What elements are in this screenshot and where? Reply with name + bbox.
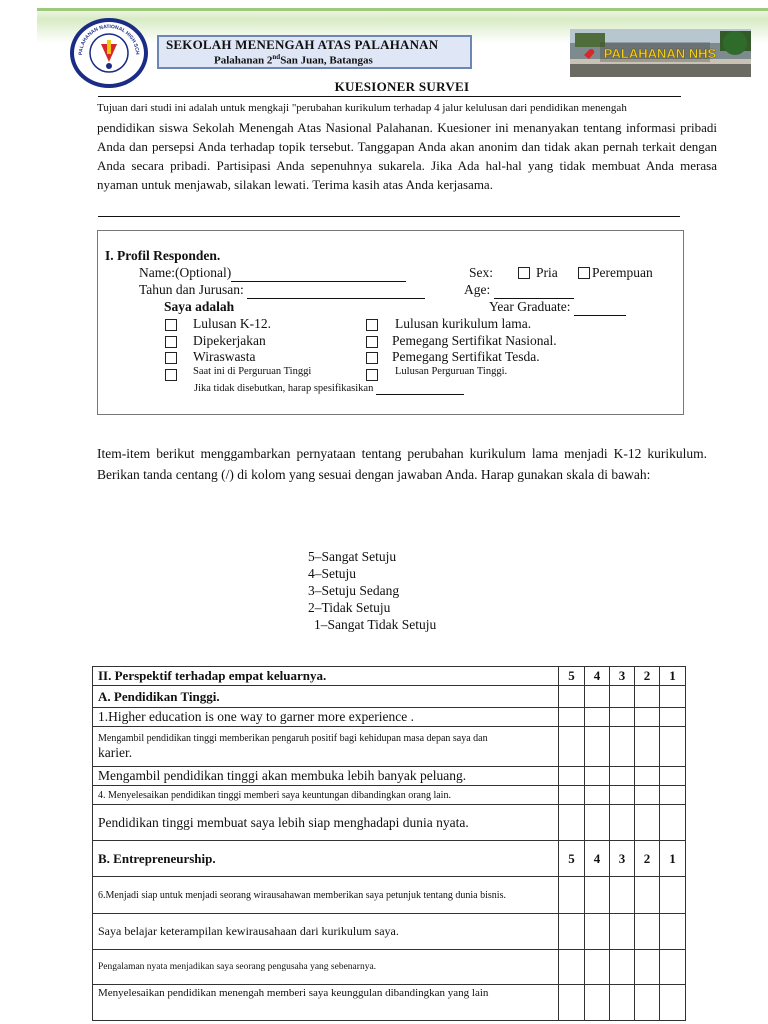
- option-k12-graduate-checkbox[interactable]: [165, 319, 177, 331]
- col-header-2: 2: [635, 667, 660, 686]
- rating-cell[interactable]: [635, 686, 660, 708]
- rating-cell[interactable]: [585, 786, 610, 805]
- rating-cell[interactable]: [585, 985, 610, 1021]
- i-am-label: Saya adalah: [164, 299, 235, 314]
- rating-cell[interactable]: [635, 985, 660, 1021]
- sex-female-label: Perempuan: [592, 265, 653, 280]
- item-text: Saya belajar keterampilan kewirausahaan dari kurikulum saya.: [93, 914, 559, 950]
- rating-cell[interactable]: [660, 914, 686, 950]
- rating-cell[interactable]: [610, 914, 635, 950]
- col-header-5: 5: [559, 667, 585, 686]
- table-row: [93, 727, 686, 767]
- rating-cell[interactable]: [660, 877, 686, 914]
- rating-cell[interactable]: [559, 786, 585, 805]
- year-course-field[interactable]: [247, 282, 425, 299]
- item-text: Mengambil pendidikan tinggi akan membuka lebih banyak peluang.: [93, 767, 559, 786]
- respondent-profile-box: [97, 230, 684, 415]
- option-self-employed-label: Wiraswasta: [193, 349, 256, 364]
- col-header-3: 3: [610, 841, 635, 877]
- sex-label: Sex:: [469, 265, 494, 280]
- option-tesda-cert-checkbox[interactable]: [366, 352, 378, 364]
- scale-item-2: 2–Tidak Setuju: [308, 600, 391, 615]
- item-text: Pendidikan tinggi membuat saya lebih siap menghadapi dunia nyata.: [93, 805, 559, 841]
- rating-cell[interactable]: [559, 805, 585, 841]
- rating-cell[interactable]: [559, 914, 585, 950]
- rating-cell[interactable]: [559, 985, 585, 1021]
- rating-cell[interactable]: [635, 877, 660, 914]
- rating-cell[interactable]: [610, 686, 635, 708]
- sex-female-checkbox[interactable]: [578, 267, 590, 279]
- category-a-label: A. Pendidikan Tinggi.: [93, 686, 559, 708]
- rating-cell[interactable]: [610, 950, 635, 985]
- rating-cell[interactable]: [610, 767, 635, 786]
- scale-item-1: 1–Sangat Tidak Setuju: [314, 617, 437, 632]
- table-row: [93, 708, 686, 727]
- intro-paragraph: [97, 97, 717, 194]
- intro-first-line: Tujuan dari studi ini adalah untuk mengkaji "perubahan kurikulum terhadap 4 jalur kelulusan dari pendidikan menengah: [97, 102, 627, 114]
- rating-cell[interactable]: [559, 686, 585, 708]
- name-label: Name:(Optional): [139, 265, 406, 282]
- rating-cell[interactable]: [635, 786, 660, 805]
- rating-cell[interactable]: [610, 708, 635, 727]
- school-name: SEKOLAH MENENGAH ATAS PALAHANAN: [166, 37, 439, 52]
- survey-title: KUESIONER SURVEI: [313, 77, 491, 97]
- rating-cell[interactable]: [610, 727, 635, 767]
- table-row: [93, 950, 686, 985]
- rating-cell[interactable]: [559, 877, 585, 914]
- school-photo: [570, 29, 751, 77]
- rating-cell[interactable]: [585, 877, 610, 914]
- scale-item-4: 4–Setuju: [308, 566, 357, 581]
- other-specify-label: Jika tidak disebutkan, harap spesifikasikan: [194, 383, 464, 395]
- rating-cell[interactable]: [610, 786, 635, 805]
- table-header-row: [93, 667, 686, 686]
- rating-cell[interactable]: [559, 950, 585, 985]
- table-row: [93, 786, 686, 805]
- intro-rule: [98, 216, 680, 217]
- rating-cell[interactable]: [660, 767, 686, 786]
- scale-item-5: 5–Sangat Setuju: [308, 549, 397, 564]
- table-row: [93, 985, 686, 1021]
- rating-cell[interactable]: [585, 914, 610, 950]
- name-field[interactable]: [231, 265, 406, 282]
- profile-heading: I. Profil Responden.: [105, 248, 221, 263]
- rating-cell[interactable]: [610, 985, 635, 1021]
- option-national-cert-checkbox[interactable]: [366, 336, 378, 348]
- rating-cell[interactable]: [635, 950, 660, 985]
- year-course-label: Tahun dan Jurusan:: [139, 282, 425, 299]
- table-row: [93, 914, 686, 950]
- rating-cell[interactable]: [585, 767, 610, 786]
- option-old-curriculum-label: Lulusan kurikulum lama.: [395, 316, 532, 331]
- option-college-graduate-label: Lulusan Perguruan Tinggi.: [395, 366, 508, 377]
- rating-cell[interactable]: [660, 708, 686, 727]
- rating-cell[interactable]: [559, 708, 585, 727]
- rating-cell[interactable]: [585, 727, 610, 767]
- item-text: 6.Menjadi siap untuk menjadi seorang wirausahawan memberikan saya petunjuk tentang dunia bisnis.: [93, 877, 559, 914]
- item-text: Mengambil pendidikan tinggi memberikan pengaruh positif bagi kehidupan masa depan saya dan karier.: [93, 727, 559, 767]
- table-row: [93, 877, 686, 914]
- category-b-row: [93, 841, 686, 877]
- option-self-employed-checkbox[interactable]: [165, 352, 177, 364]
- rating-cell[interactable]: [660, 950, 686, 985]
- rating-cell[interactable]: [660, 985, 686, 1021]
- school-address: Palahanan 2ndSan Juan, Batangas: [214, 53, 373, 67]
- rating-cell[interactable]: [635, 914, 660, 950]
- item-text: Pengalaman nyata menjadikan saya seorang pengusaha yang sebenarnya.: [93, 950, 559, 985]
- rating-cell[interactable]: [660, 786, 686, 805]
- item-text: 4. Menyelesaikan pendidikan tinggi memberi saya keuntungan dibandingkan orang lain.: [93, 786, 559, 805]
- option-in-college-label: Saat ini di Perguruan Tinggi: [193, 366, 312, 377]
- instructions-paragraph: Item-item berikut menggambarkan pernyataan tentang perubahan kurikulum lama menjadi K-12 kurikulum. Berikan tanda centang (/) di kolom yang sesuai dengan jawaban Anda. Harap gunakan skala di bawah:: [97, 446, 707, 482]
- col-header-4: 4: [585, 841, 610, 877]
- rating-cell[interactable]: [559, 727, 585, 767]
- col-header-3: 3: [610, 667, 635, 686]
- rating-cell[interactable]: [559, 767, 585, 786]
- section-heading: II. Perspektif terhadap empat keluarnya.: [93, 667, 559, 686]
- rating-cell[interactable]: [635, 805, 660, 841]
- rating-cell[interactable]: [585, 708, 610, 727]
- rating-cell[interactable]: [635, 708, 660, 727]
- scale-item-3: 3–Setuju Sedang: [308, 583, 400, 598]
- table-row: [93, 767, 686, 786]
- option-employed-label: Dipekerjakan: [193, 333, 266, 348]
- age-field[interactable]: [494, 282, 574, 299]
- school-logo: [70, 18, 148, 88]
- other-specify-field[interactable]: [376, 383, 464, 395]
- year-graduate-label: Year Graduate:: [489, 299, 626, 316]
- rating-cell[interactable]: [585, 950, 610, 985]
- rating-cell[interactable]: [660, 727, 686, 767]
- header-top-line: [37, 8, 768, 11]
- rating-scale: [308, 548, 436, 633]
- item-text: Menyelesaikan pendidikan menengah memberi saya keunggulan dibandingkan yang lain: [93, 985, 559, 1021]
- rating-cell[interactable]: [610, 877, 635, 914]
- col-header-1: 1: [660, 841, 686, 877]
- rating-cell[interactable]: [610, 805, 635, 841]
- age-label: Age:: [464, 282, 574, 299]
- rating-cell[interactable]: [660, 686, 686, 708]
- sex-male-label: Pria: [536, 265, 558, 280]
- rating-cell[interactable]: [635, 727, 660, 767]
- option-tesda-cert-label: Pemegang Sertifikat Tesda.: [392, 349, 540, 364]
- col-header-5: 5: [559, 841, 585, 877]
- col-header-1: 1: [660, 667, 686, 686]
- option-national-cert-label: Pemegang Sertifikat Nasional.: [392, 333, 557, 348]
- category-b-label: B. Entrepreneurship.: [93, 841, 559, 877]
- school-seal-icon: [74, 22, 144, 84]
- photo-sign-text: PALAHANAN NHS: [603, 46, 717, 61]
- col-header-4: 4: [585, 667, 610, 686]
- option-old-curriculum-checkbox[interactable]: [366, 319, 378, 331]
- table-row: [93, 805, 686, 841]
- rating-cell[interactable]: [585, 686, 610, 708]
- option-college-graduate-checkbox[interactable]: [366, 369, 378, 381]
- svg-text:PALAHANAN NATIONAL HIGH SCHOOL: PALAHANAN NATIONAL HIGH SCH: [77, 23, 141, 56]
- option-employed-checkbox[interactable]: [165, 336, 177, 348]
- perspective-table: [92, 666, 686, 1021]
- year-graduate-field[interactable]: [574, 299, 626, 316]
- rating-cell[interactable]: [635, 767, 660, 786]
- item-text: 1.Higher education is one way to garner more experience .: [93, 708, 559, 727]
- sex-male-checkbox[interactable]: [518, 267, 530, 279]
- col-header-2: 2: [635, 841, 660, 877]
- category-a-row: [93, 686, 686, 708]
- option-k12-graduate-label: Lulusan K-12.: [193, 316, 271, 331]
- intro-body: pendidikan siswa Sekolah Menengah Atas Nasional Palahanan. Kuesioner ini menanyakan tentang informasi pribadi Anda dan persepsi Anda terhadap topik tersebut. Tanggapan Anda akan anonim dan tidak akan pernah terkait dengan Anda secara pribadi. Partisipasi Anda sepenuhnya sukarela. Jika Ada hal-hal yang tidak membuat Anda merasa nyaman untuk menjawab, silakan lewati. Terima kasih atas Anda kerjasama.: [97, 120, 717, 192]
- option-in-college-checkbox[interactable]: [165, 369, 177, 381]
- rating-cell[interactable]: [585, 805, 610, 841]
- rating-cell[interactable]: [660, 805, 686, 841]
